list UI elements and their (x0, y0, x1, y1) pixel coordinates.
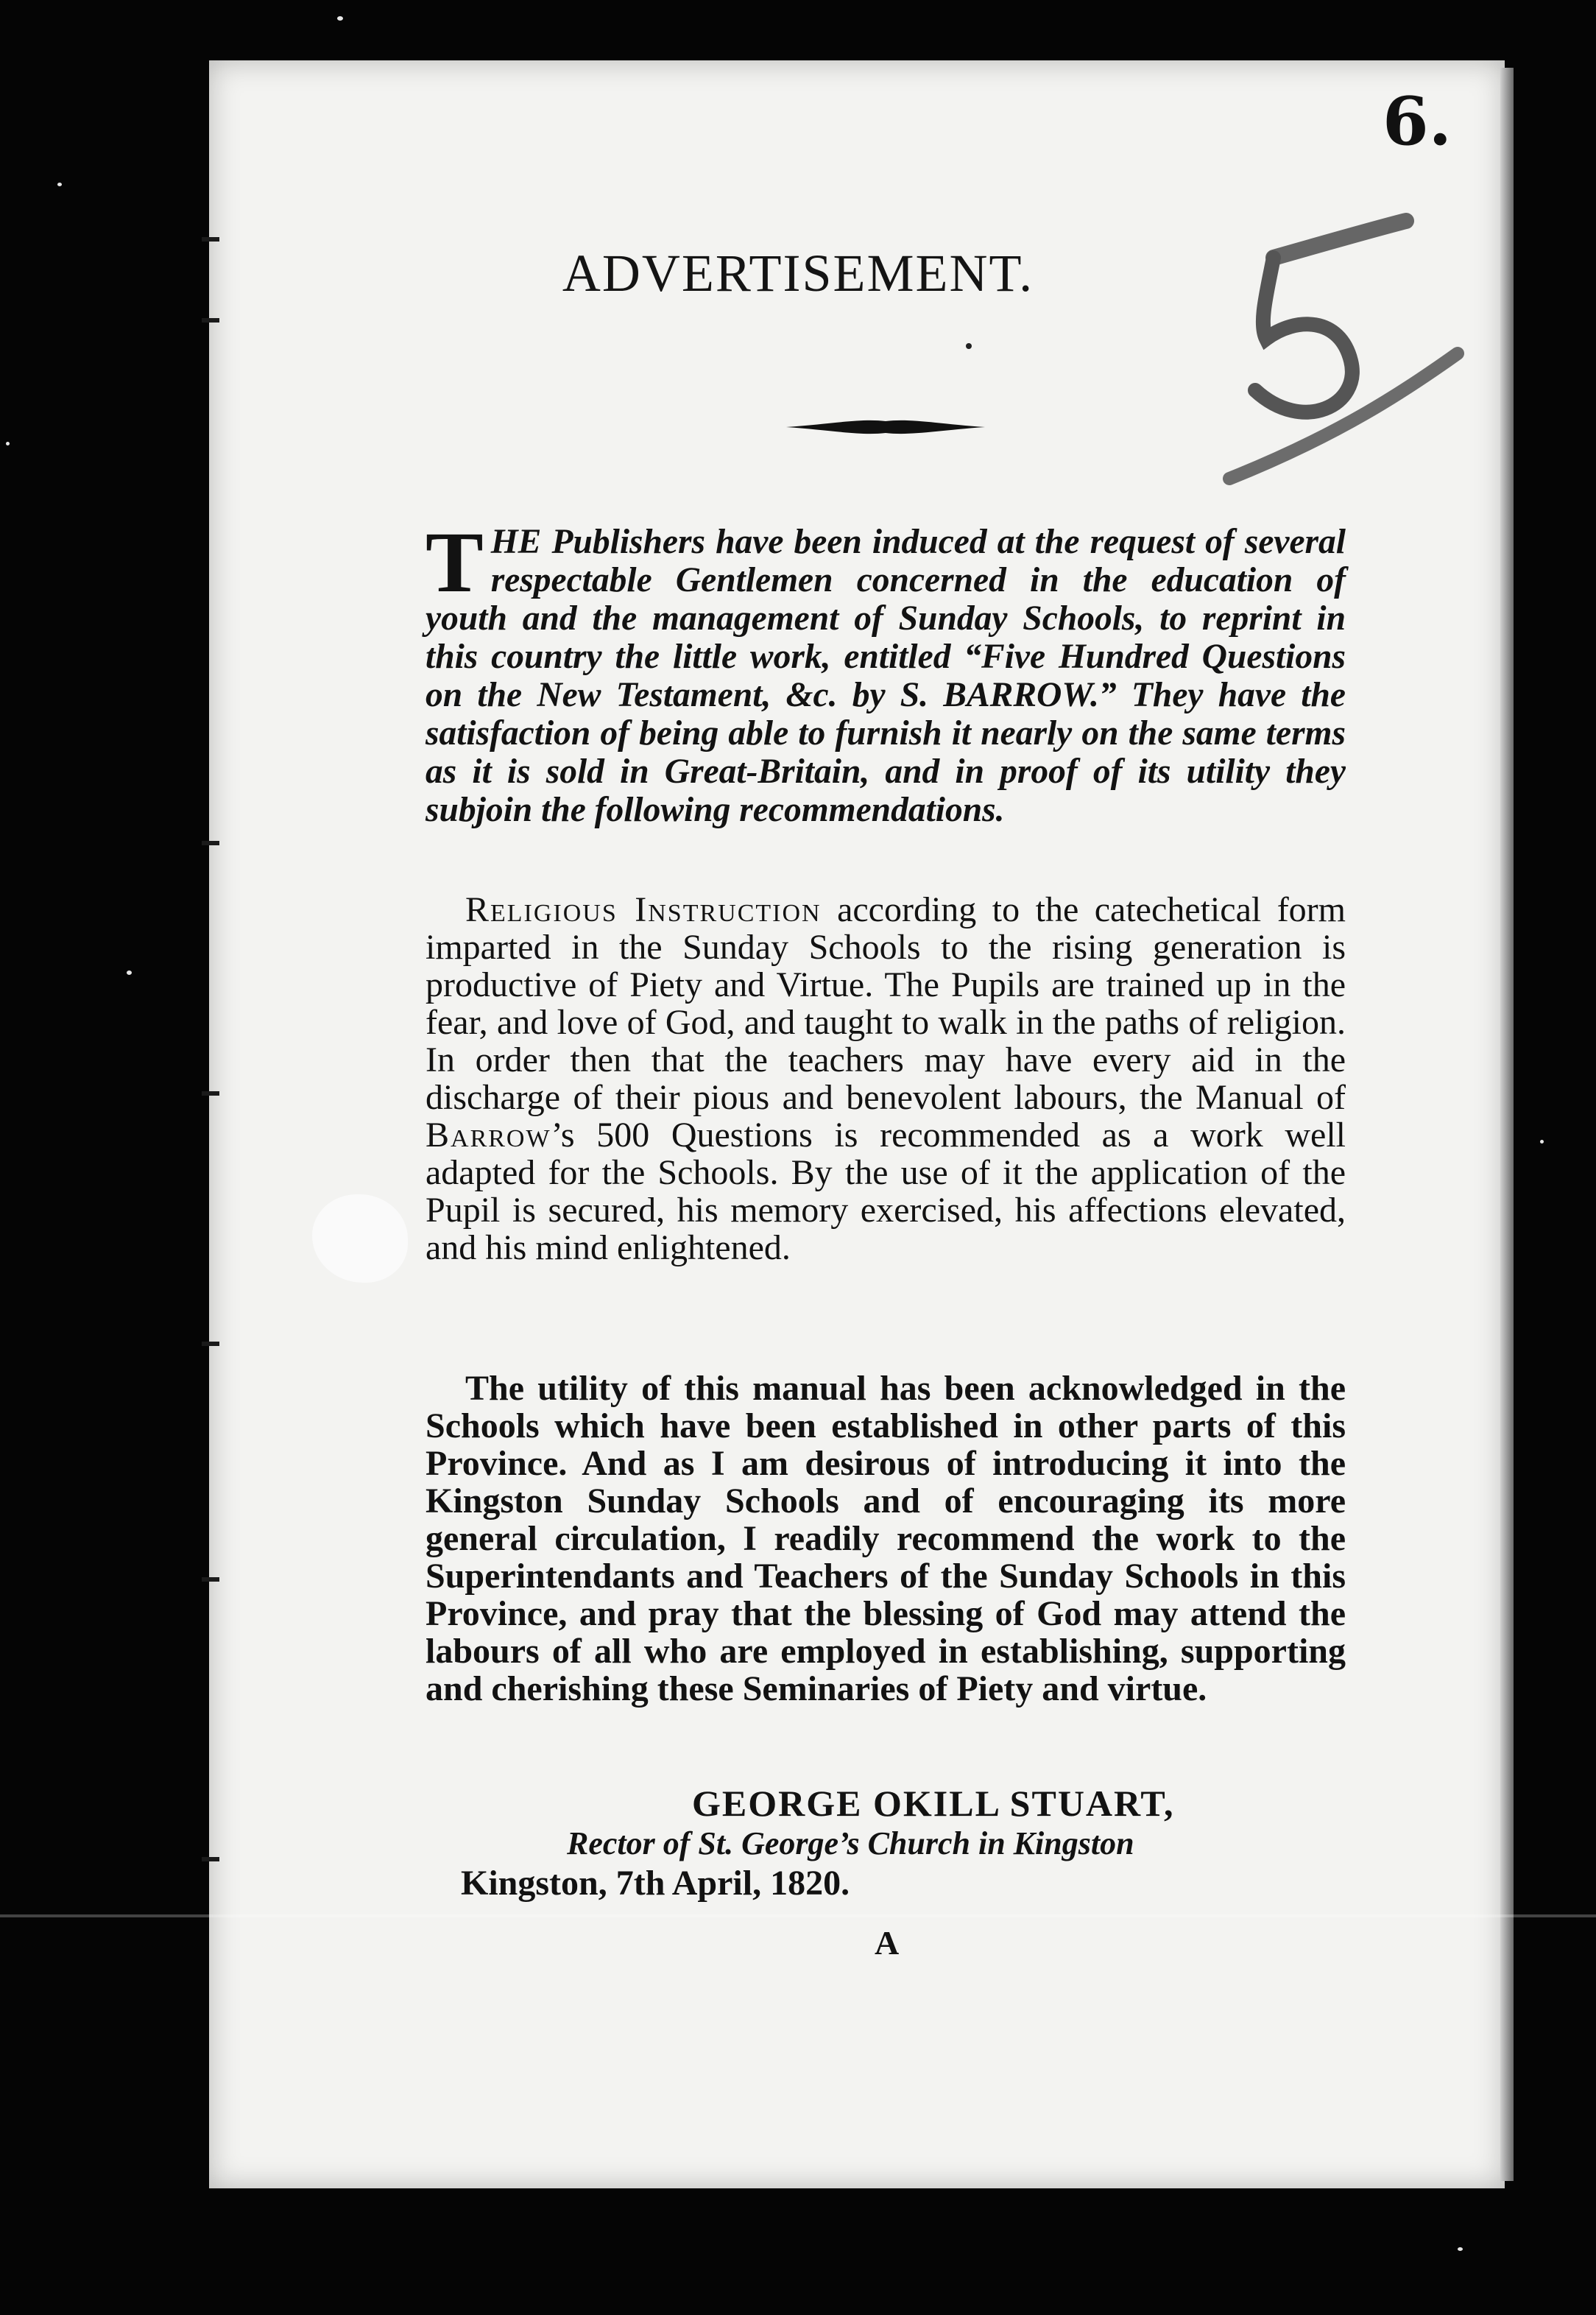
handwritten-number-5 (1215, 191, 1472, 501)
scan-speck (6, 442, 10, 445)
title-dot (966, 343, 972, 349)
scan-speck (57, 183, 62, 186)
scan-line-artifact (0, 1914, 1596, 1917)
scan-speck (127, 970, 132, 975)
scan-speck (337, 16, 343, 21)
paper-damage-spot (312, 1194, 408, 1283)
binding-marks (202, 178, 222, 2166)
recommendation-paragraph-1 (426, 891, 1346, 1266)
intro-paragraph (426, 514, 1346, 829)
intro-text: HE Publishers have been induced at the request of several respectable Gentlemen concerned in the education of youth and the management of Sunday Schools, to reprint in this country the little work, entitled “Five Hundred Questions on the New Testament, &c. by S. BARROW.” They have the satisfaction of being able to furnish it nearly on the same terms as it is sold in Great-Britain, and in proof of its utility they subjoin the following recommendations. (426, 523, 1346, 829)
paragraph-lead-words: Religious Instruction (465, 890, 822, 929)
corner-page-mark: 6. (1383, 82, 1452, 161)
recommendation-paragraph-2: The utility of this manual has been acknowledged in the Schools which have been established in other parts of this Province. And as I am desirous of introducing it into the Kingston Sunday Schools and of encouraging its more general circulation, I readily recommend the work to the Superintendants and Teachers of the Sunday Schools in this Province, and pray that the blessing of God may attend the labours of all who are employed in establishing, supporting and cherishing these Seminaries of Piety and virtue. (426, 1369, 1346, 1708)
signature-mark: A (875, 1924, 900, 1962)
author-name: Barrow (426, 1116, 551, 1155)
scan-speck (1540, 1140, 1544, 1144)
paragraph-1-text-a: according to the catechetical form imparted in the Sunday Schools to the rising generation is productive of Piety and Virtue. The Pupils are trained up in the fear, and love of God, and taught to walk in the paths of religion. In order then that the teachers may have every aid in the discharge of their pious and benevolent labours, the Manual of (426, 890, 1346, 1117)
signature-title: Rector of St. George’s Church in Kingston (567, 1825, 1134, 1861)
place-and-date: Kingston, 7th April, 1820. (461, 1864, 850, 1903)
drop-capital: T (426, 514, 484, 610)
signature-name: GEORGE OKILL STUART, (692, 1783, 1175, 1824)
page-edge (1500, 68, 1514, 2181)
title-ornament-rule (786, 417, 985, 437)
paragraph-1-text-b: ’s 500 Questions is recommended as a work well adapted for the Schools. By the use of it the application of the Pupil is secured, his memory exercised, his affections elevated, and his mind enlightened. (426, 1116, 1346, 1267)
page-title: ADVERTISEMENT. (562, 244, 1034, 303)
scan-speck (1458, 2247, 1463, 2251)
